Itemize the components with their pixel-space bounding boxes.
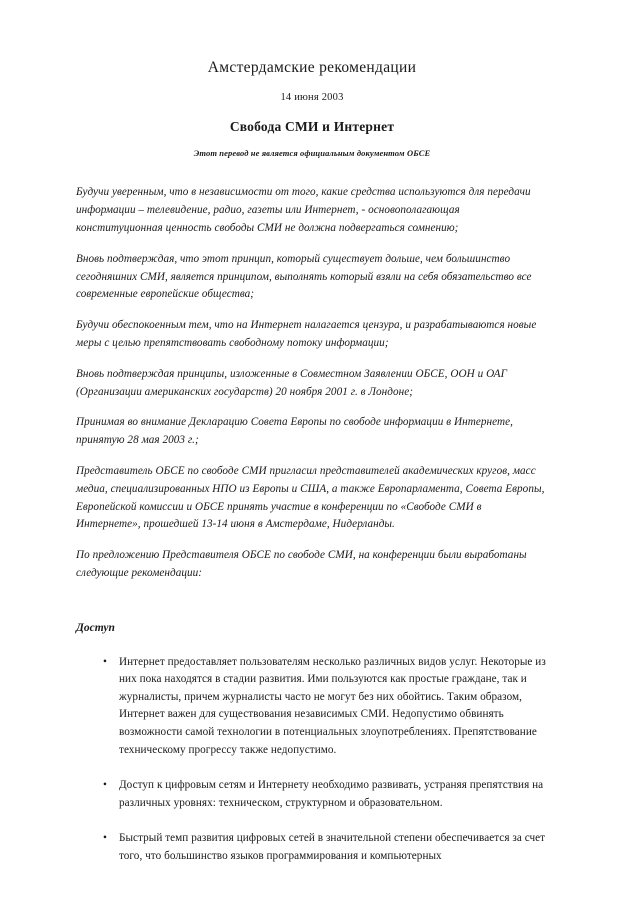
preamble-paragraph: Вновь подтверждая принципы, изложенные в Совместном Заявлении ОБСЕ, ООН и ОАГ (Организации американских государств) 20 ноября 2001 г. в Лондоне; (76, 367, 507, 398)
preamble-paragraph: Будучи обеспокоенным тем, что на Интернет налагается цензура, и разрабатываются новые меры с целью препятствовать свободному потоку информации; (76, 319, 537, 349)
document-content (76, 0, 548, 866)
list-item-text: Быстрый темп развития цифровых сетей в значительной степени обеспечивается за счет того, что большинство языков программирования и компьютерных (119, 832, 546, 863)
bullet-icon: • (103, 655, 107, 668)
preamble-paragraph: По предложению Представителя ОБСЕ по свободе СМИ, на конференции были выработаны следующие рекомендации: (76, 549, 527, 579)
section-heading: Доступ (76, 621, 115, 634)
list-item-text: Доступ к цифровым сетям и Интернету необходимо развивать, устраняя препятствия на различных уровнях: техническом, структурном и образовательном. (119, 779, 544, 809)
preamble-paragraph: Будучи уверенным, что в независимости от того, какие средства используются для передачи информации – телевидение, радио, газеты или Интернет, - основополагающая конституционная ценность свободы СМИ не должна подвергаться сомнению; (76, 186, 531, 234)
list-item (76, 777, 548, 812)
list-item-text: Интернет предоставляет пользователям несколько различных видов услуг. Некоторые из них пока находятся в стадии развития. Ими пользуются как простые граждане, так и журналисты, причем журналисты часто не могут без них обойтись. Таким образом, Интернет важен для существования независимых СМИ. Недопустимо обвинять возможности самой технологии в потенциальных злоупотреблениях. Препятствование техническому прогрессу также недопустимо. (119, 655, 546, 756)
list-item (76, 830, 548, 865)
bullet-icon: • (103, 832, 107, 845)
section-access (76, 583, 548, 866)
document-date: 14 июня 2003 (280, 92, 344, 104)
preamble-block (76, 158, 548, 582)
preamble-paragraph: Вновь подтверждая, что этот принцип, который существует дольше, чем большинство сегодняшних СМИ, является принципом, выполнять который взяли на себя обязательство все современные европейские общества; (76, 252, 532, 301)
preamble-paragraph: Принимая во внимание Декларацию Совета Европы по свободе информации в Интернете, принятую 28 мая 2003 г.; (76, 416, 513, 447)
list-item (76, 654, 548, 760)
recommendation-list (76, 636, 548, 866)
document-subtitle: Свобода СМИ и Интернет (229, 118, 395, 134)
page-title: Амстердамские рекомендации (207, 59, 417, 76)
preamble-paragraph: Представитель ОБСЕ по свободе СМИ пригласил представителей академических кругов, масс медиа, специализированных НПО из Европы и США, а также Европарламента, Совета Европы, Европейской комиссии и ОБСЕ принять участие в конференции по «Свободе СМИ в Интернете», прошедшей 13-14 июня в Амстердаме, Нидерланды. (76, 464, 545, 531)
translation-disclaimer: Этот перевод не является официальным документом ОБСЕ (193, 148, 431, 159)
bullet-icon: • (103, 779, 107, 792)
